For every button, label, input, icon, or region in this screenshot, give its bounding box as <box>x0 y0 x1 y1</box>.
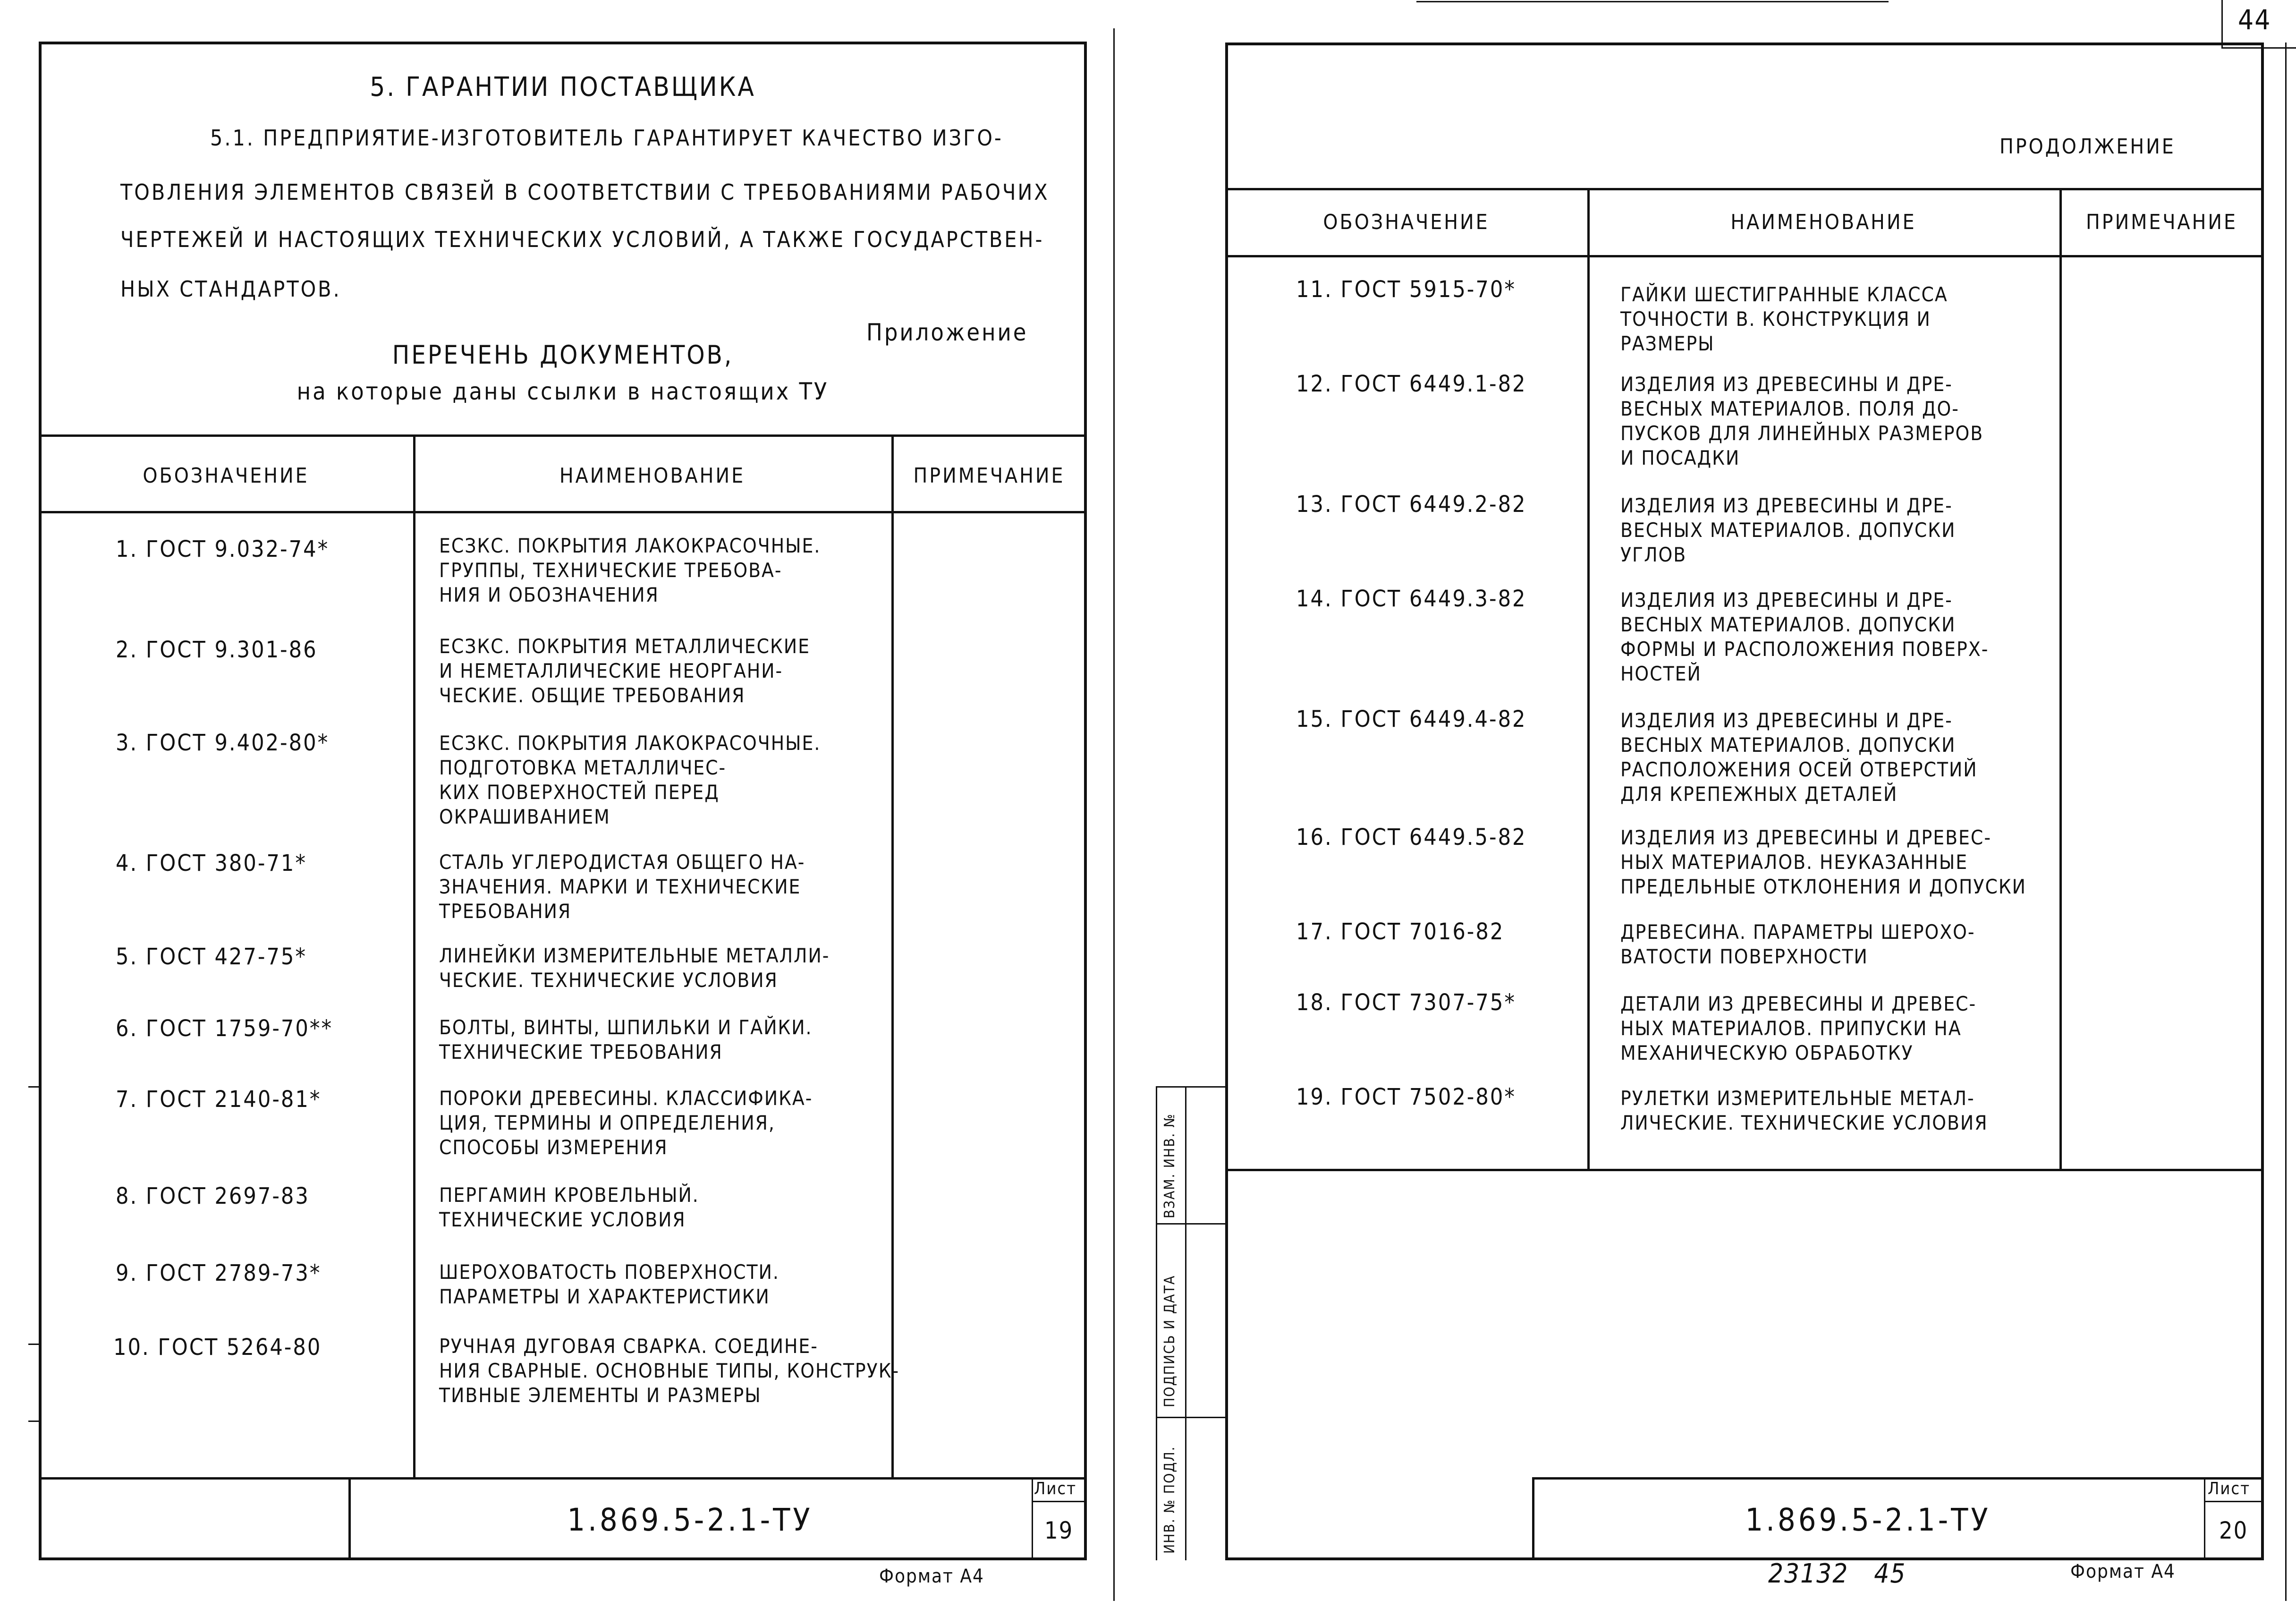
left-row-3-gost: 3. ГОСТ 9.402-80* <box>116 730 330 756</box>
list-subtitle: на которые даны ссылки в настоящих ТУ <box>297 378 829 405</box>
left-row-9-gost: 9. ГОСТ 2789-73* <box>116 1260 322 1286</box>
guarantee-line-4: НЫХ СТАНДАРТОВ. <box>120 276 341 302</box>
right-col-divider-1 <box>1587 188 1590 1170</box>
left-row-7-name: ПОРОКИ ДРЕВЕСИНЫ. КЛАССИФИКА- ЦИЯ, ТЕРМИНЫ И ОПРЕДЕЛЕНИЯ, СПОСОБЫ ИЗМЕРЕНИЯ <box>439 1087 813 1159</box>
left-stamp-top <box>39 1477 1087 1480</box>
right-table-top <box>1225 188 2264 190</box>
side-label-signature-date: ПОДПИСЬ И ДАТА <box>1161 1275 1178 1407</box>
left-col-name: НАИМЕНОВАНИЕ <box>559 464 746 488</box>
side-strip-div-2 <box>1156 1417 1225 1418</box>
left-sheet-number: 19 <box>1044 1517 1074 1544</box>
right-row-18-name: ДЕТАЛИ ИЗ ДРЕВЕСИНЫ И ДРЕВЕС- НЫХ МАТЕРИАЛОВ. ПРИПУСКИ НА МЕХАНИЧЕСКУЮ ОБРАБОТКУ <box>1620 992 1977 1064</box>
right-row-14-gost: 14. ГОСТ 6449.3-82 <box>1296 586 1527 612</box>
right-col-designation: ОБОЗНАЧЕНИЕ <box>1323 210 1490 234</box>
side-strip-div-1 <box>1156 1223 1225 1225</box>
margin-mark <box>28 1086 39 1088</box>
right-row-19-gost: 19. ГОСТ 7502-80* <box>1296 1084 1516 1110</box>
side-strip-mid <box>1185 1086 1186 1560</box>
right-col-name: НАИМЕНОВАНИЕ <box>1730 210 1916 234</box>
left-row-7-gost: 7. ГОСТ 2140-81* <box>116 1086 322 1113</box>
right-sheet-number: 20 <box>2219 1517 2248 1544</box>
side-label-inv-no: ИНВ. № ПОДЛ. <box>1161 1446 1178 1554</box>
left-table-header-bottom <box>39 511 1087 513</box>
right-col-divider-2 <box>2059 188 2062 1170</box>
right-col-note: ПРИМЕЧАНИЕ <box>2085 210 2237 234</box>
left-col-designation: ОБОЗНАЧЕНИЕ <box>143 464 309 488</box>
right-row-12-gost: 12. ГОСТ 6449.1-82 <box>1296 371 1527 397</box>
right-sheet-box-line <box>2204 1501 2264 1502</box>
left-sheet-label: Лист <box>1034 1479 1077 1498</box>
left-col-divider-2 <box>891 434 894 1478</box>
left-format-label: Формат А4 <box>879 1565 984 1587</box>
right-row-17-name: ДРЕВЕСИНА. ПАРАМЕТРЫ ШЕРОХО- ВАТОСТИ ПОВЕРХНОСТИ <box>1620 920 1975 968</box>
left-row-10-gost: 10. ГОСТ 5264-80 <box>113 1334 322 1361</box>
right-format-label: Формат А4 <box>2070 1561 2176 1582</box>
continuation-label: ПРОДОЛЖЕНИЕ <box>1999 135 2176 159</box>
right-row-16-gost: 16. ГОСТ 6449.5-82 <box>1296 824 1527 851</box>
left-row-9-name: ШЕРОХОВАТОСТЬ ПОВЕРХНОСТИ. ПАРАМЕТРЫ И ХАРАКТЕРИСТИКИ <box>439 1260 779 1308</box>
right-table-header-bottom <box>1225 255 2264 257</box>
right-edge-line <box>2285 43 2287 1601</box>
right-row-18-gost: 18. ГОСТ 7307-75* <box>1296 989 1516 1016</box>
page-fold-line <box>1113 28 1115 1601</box>
handwritten-note: 23132 45 <box>1768 1558 1906 1589</box>
left-col-note: ПРИМЕЧАНИЕ <box>913 464 1065 488</box>
left-row-10-name: РУЧНАЯ ДУГОВАЯ СВАРКА. СОЕДИНЕ- НИЯ СВАРНЫЕ. ОСНОВНЫЕ ТИПЫ, КОНСТРУК- ТИВНЫЕ ЭЛЕМЕНТЫ И РАЗМЕРЫ <box>439 1335 900 1407</box>
corner-page-number: 44 <box>2238 4 2271 36</box>
right-stamp-top <box>1532 1477 2264 1480</box>
right-row-15-name: ИЗДЕЛИЯ ИЗ ДРЕВЕСИНЫ И ДРЕ- ВЕСНЫХ МАТЕРИАЛОВ. ДОПУСКИ РАСПОЛОЖЕНИЯ ОСЕЙ ОТВЕРСТИЙ ДЛЯ КРЕПЕЖНЫХ ДЕТАЛЕЙ <box>1620 709 1978 806</box>
left-row-8-gost: 8. ГОСТ 2697-83 <box>116 1183 310 1209</box>
margin-mark <box>28 1421 39 1422</box>
right-stamp-code: 1.869.5-2.1-ТУ <box>1745 1502 1991 1538</box>
right-sheet-box-left <box>2204 1477 2205 1560</box>
side-label-replace-inv: ВЗАМ. ИНВ. № <box>1161 1113 1178 1218</box>
right-row-13-name: ИЗДЕЛИЯ ИЗ ДРЕВЕСИНЫ И ДРЕ- ВЕСНЫХ МАТЕРИАЛОВ. ДОПУСКИ УГЛОВ <box>1620 494 1956 566</box>
guarantee-line-2: ТОВЛЕНИЯ ЭЛЕМЕНТОВ СВЯЗЕЙ В СООТВЕТСТВИИ С ТРЕБОВАНИЯМИ РАБОЧИХ <box>120 179 1050 205</box>
right-row-17-gost: 17. ГОСТ 7016-82 <box>1296 919 1505 945</box>
margin-mark <box>28 1344 39 1345</box>
right-table-bottom <box>1225 1169 2264 1171</box>
side-strip-top <box>1156 1086 1225 1088</box>
section-title: 5. ГАРАНТИИ ПОСТАВЩИКА <box>370 72 756 102</box>
right-row-15-gost: 15. ГОСТ 6449.4-82 <box>1296 706 1527 732</box>
left-row-1-name: ЕСЗКС. ПОКРЫТИЯ ЛАКОКРАСОЧНЫЕ. ГРУППЫ, ТЕХНИЧЕСКИЕ ТРЕБОВА- НИЯ И ОБОЗНАЧЕНИЯ <box>439 534 821 606</box>
guarantee-line-1: 5.1. ПРЕДПРИЯТИЕ-ИЗГОТОВИТЕЛЬ ГАРАНТИРУЕТ КАЧЕСТВО ИЗГО- <box>210 125 1003 151</box>
right-row-16-name: ИЗДЕЛИЯ ИЗ ДРЕВЕСИНЫ И ДРЕВЕС- НЫХ МАТЕРИАЛОВ. НЕУКАЗАННЫЕ ПРЕДЕЛЬНЫЕ ОТКЛОНЕНИЯ И ДОПУСКИ <box>1620 826 2026 898</box>
right-row-11-name: ГАЙКИ ШЕСТИГРАННЫЕ КЛАССА ТОЧНОСТИ В. КОНСТРУКЦИЯ И РАЗМЕРЫ <box>1620 283 1948 355</box>
left-row-2-gost: 2. ГОСТ 9.301-86 <box>116 637 318 663</box>
left-sheet-box-left <box>1032 1477 1033 1560</box>
right-row-13-gost: 13. ГОСТ 6449.2-82 <box>1296 491 1527 518</box>
left-row-4-name: СТАЛЬ УГЛЕРОДИСТАЯ ОБЩЕГО НА- ЗНАЧЕНИЯ. МАРКИ И ТЕХНИЧЕСКИЕ ТРЕБОВАНИЯ <box>439 851 805 923</box>
left-row-5-name: ЛИНЕЙКИ ИЗМЕРИТЕЛЬНЫЕ МЕТАЛЛИ- ЧЕСКИЕ. ТЕХНИЧЕСКИЕ УСЛОВИЯ <box>439 944 830 992</box>
left-row-5-gost: 5. ГОСТ 427-75* <box>116 944 307 970</box>
left-col-divider-1 <box>413 434 415 1478</box>
right-row-12-name: ИЗДЕЛИЯ ИЗ ДРЕВЕСИНЫ И ДРЕ- ВЕСНЫХ МАТЕРИАЛОВ. ПОЛЯ ДО- ПУСКОВ ДЛЯ ЛИНЕЙНЫХ РАЗМЕРОВ И ПОСАДКИ <box>1620 373 1984 469</box>
left-row-1-gost: 1. ГОСТ 9.032-74* <box>116 536 330 562</box>
left-row-8-name: ПЕРГАМИН КРОВЕЛЬНЫЙ. ТЕХНИЧЕСКИЕ УСЛОВИЯ <box>439 1183 699 1231</box>
right-row-11-gost: 11. ГОСТ 5915-70* <box>1296 276 1516 303</box>
left-row-4-gost: 4. ГОСТ 380-71* <box>116 850 307 876</box>
right-row-14-name: ИЗДЕЛИЯ ИЗ ДРЕВЕСИНЫ И ДРЕ- ВЕСНЫХ МАТЕРИАЛОВ. ДОПУСКИ ФОРМЫ И РАСПОЛОЖЕНИЯ ПОВЕРХ- НОСТЕЙ <box>1620 588 1989 685</box>
right-sheet-label: Лист <box>2208 1479 2251 1498</box>
list-title: ПЕРЕЧЕНЬ ДОКУМЕНТОВ, <box>392 340 734 370</box>
guarantee-line-3: ЧЕРТЕЖЕЙ И НАСТОЯЩИХ ТЕХНИЧЕСКИХ УСЛОВИЙ, А ТАКЖЕ ГОСУДАРСТВЕН- <box>120 227 1044 252</box>
left-stamp-code: 1.869.5-2.1-ТУ <box>567 1502 813 1538</box>
left-row-3-name: ЕСЗКС. ПОКРЫТИЯ ЛАКОКРАСОЧНЫЕ. ПОДГОТОВКА МЕТАЛЛИЧЕС- КИХ ПОВЕРХНОСТЕЙ ПЕРЕД ОКРАШИВАНИЕМ <box>439 732 821 828</box>
right-row-19-name: РУЛЕТКИ ИЗМЕРИТЕЛЬНЫЕ МЕТАЛ- ЛИЧЕСКИЕ. ТЕХНИЧЕСКИЕ УСЛОВИЯ <box>1620 1087 1988 1134</box>
corner-box-left <box>2221 0 2223 47</box>
left-sheet-box-line <box>1032 1501 1087 1502</box>
side-strip-left <box>1156 1086 1157 1560</box>
top-rule <box>1416 1 1889 2</box>
left-row-6-gost: 6. ГОСТ 1759-70** <box>116 1015 333 1042</box>
left-row-2-name: ЕСЗКС. ПОКРЫТИЯ МЕТАЛЛИЧЕСКИЕ И НЕМЕТАЛЛИЧЕСКИЕ НЕОРГАНИ- ЧЕСКИЕ. ОБЩИЕ ТРЕБОВАНИЯ <box>439 635 811 707</box>
appendix-label: Приложение <box>866 319 1028 346</box>
left-row-6-name: БОЛТЫ, ВИНТЫ, ШПИЛЬКИ И ГАЙКИ. ТЕХНИЧЕСКИЕ ТРЕБОВАНИЯ <box>439 1016 813 1063</box>
left-table-top <box>39 434 1087 437</box>
